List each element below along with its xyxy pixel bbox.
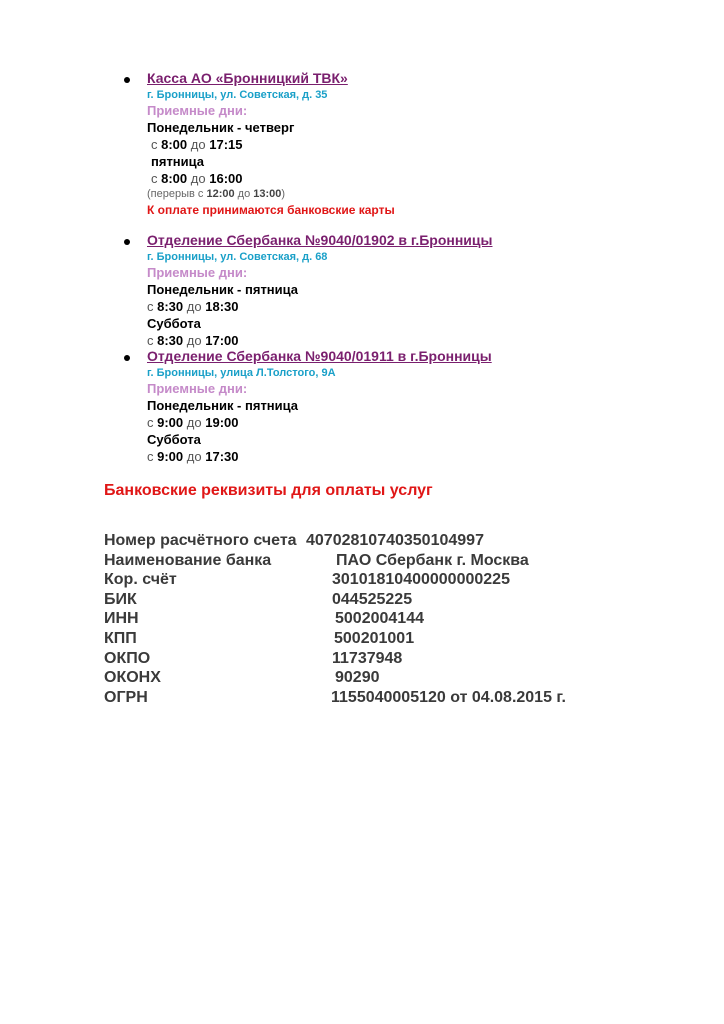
- requisite-label: ИНН: [104, 610, 139, 628]
- days-label: Приемные дни:: [147, 103, 248, 118]
- requisite-label: ОГРН: [104, 688, 148, 706]
- location-address: г. Бронницы, улица Л.Толстого, 9А: [147, 367, 336, 379]
- schedule-days: Суббота: [147, 316, 201, 331]
- schedule-days: пятница: [151, 154, 205, 169]
- bullet-icon: [124, 355, 130, 361]
- schedule-time: с 8:30 до 18:30: [147, 299, 239, 314]
- location-item: [147, 348, 492, 465]
- location-item: [147, 232, 492, 349]
- requisite-value: ПАО Сбербанк г. Москва: [336, 551, 529, 569]
- requisite-label: Наименование банка: [104, 551, 272, 569]
- location-title-link[interactable]: Отделение Сбербанка №9040/01902 в г.Бронницы: [147, 232, 493, 248]
- requisite-value: 30101810400000000225: [332, 571, 510, 589]
- requisite-value: 90290: [335, 669, 380, 687]
- schedule-days: Понедельник - четверг: [147, 120, 295, 135]
- requisite-label: БИК: [104, 590, 137, 608]
- days-label: Приемные дни:: [147, 381, 248, 396]
- requisite-label: КПП: [104, 629, 137, 647]
- requisite-value: 11737948: [332, 649, 403, 667]
- schedule-days: Понедельник - пятница: [147, 398, 299, 413]
- location-address: г. Бронницы, ул. Советская, д. 35: [147, 89, 328, 101]
- location-title-link[interactable]: Отделение Сбербанка №9040/01911 в г.Бронницы: [147, 348, 492, 364]
- requisite-value: 40702810740350104997: [306, 532, 484, 549]
- break-time: (перерыв с 12:00 до 13:00): [147, 188, 286, 200]
- location-item: [147, 70, 395, 218]
- requisite-value: 500201001: [334, 629, 415, 647]
- requisite-value: 5002004144: [335, 610, 424, 628]
- requisites-title: Банковские реквизиты для оплаты услуг: [104, 482, 433, 499]
- schedule-time: с 8:00 до 16:00: [151, 171, 243, 186]
- schedule-time: с 9:00 до 19:00: [147, 415, 239, 430]
- requisite-label: ОКПО: [104, 649, 151, 667]
- location-address: г. Бронницы, ул. Советская, д. 68: [147, 251, 328, 263]
- schedule-time: с 8:00 до 17:15: [151, 137, 243, 152]
- bullet-icon: [124, 239, 130, 245]
- schedule-days: Понедельник - пятница: [147, 282, 299, 297]
- schedule-time: с 8:30 до 17:00: [147, 333, 239, 348]
- bullet-icon: [124, 77, 130, 83]
- requisite-label: ОКОНХ: [104, 669, 161, 687]
- requisite-label: Кор. счёт: [104, 571, 177, 589]
- requisite-value: 1155040005120 от 04.08.2015 г.: [331, 688, 566, 706]
- payment-note: К оплате принимаются банковские карты: [147, 203, 395, 217]
- days-label: Приемные дни:: [147, 265, 248, 280]
- requisite-value: 044525225: [332, 590, 413, 608]
- requisite-label: Номер расчётного счета: [104, 532, 297, 549]
- location-title-link[interactable]: Касса АО «Бронницкий ТВК»: [147, 70, 348, 86]
- schedule-days: Суббота: [147, 432, 201, 447]
- schedule-time: с 9:00 до 17:30: [147, 449, 239, 464]
